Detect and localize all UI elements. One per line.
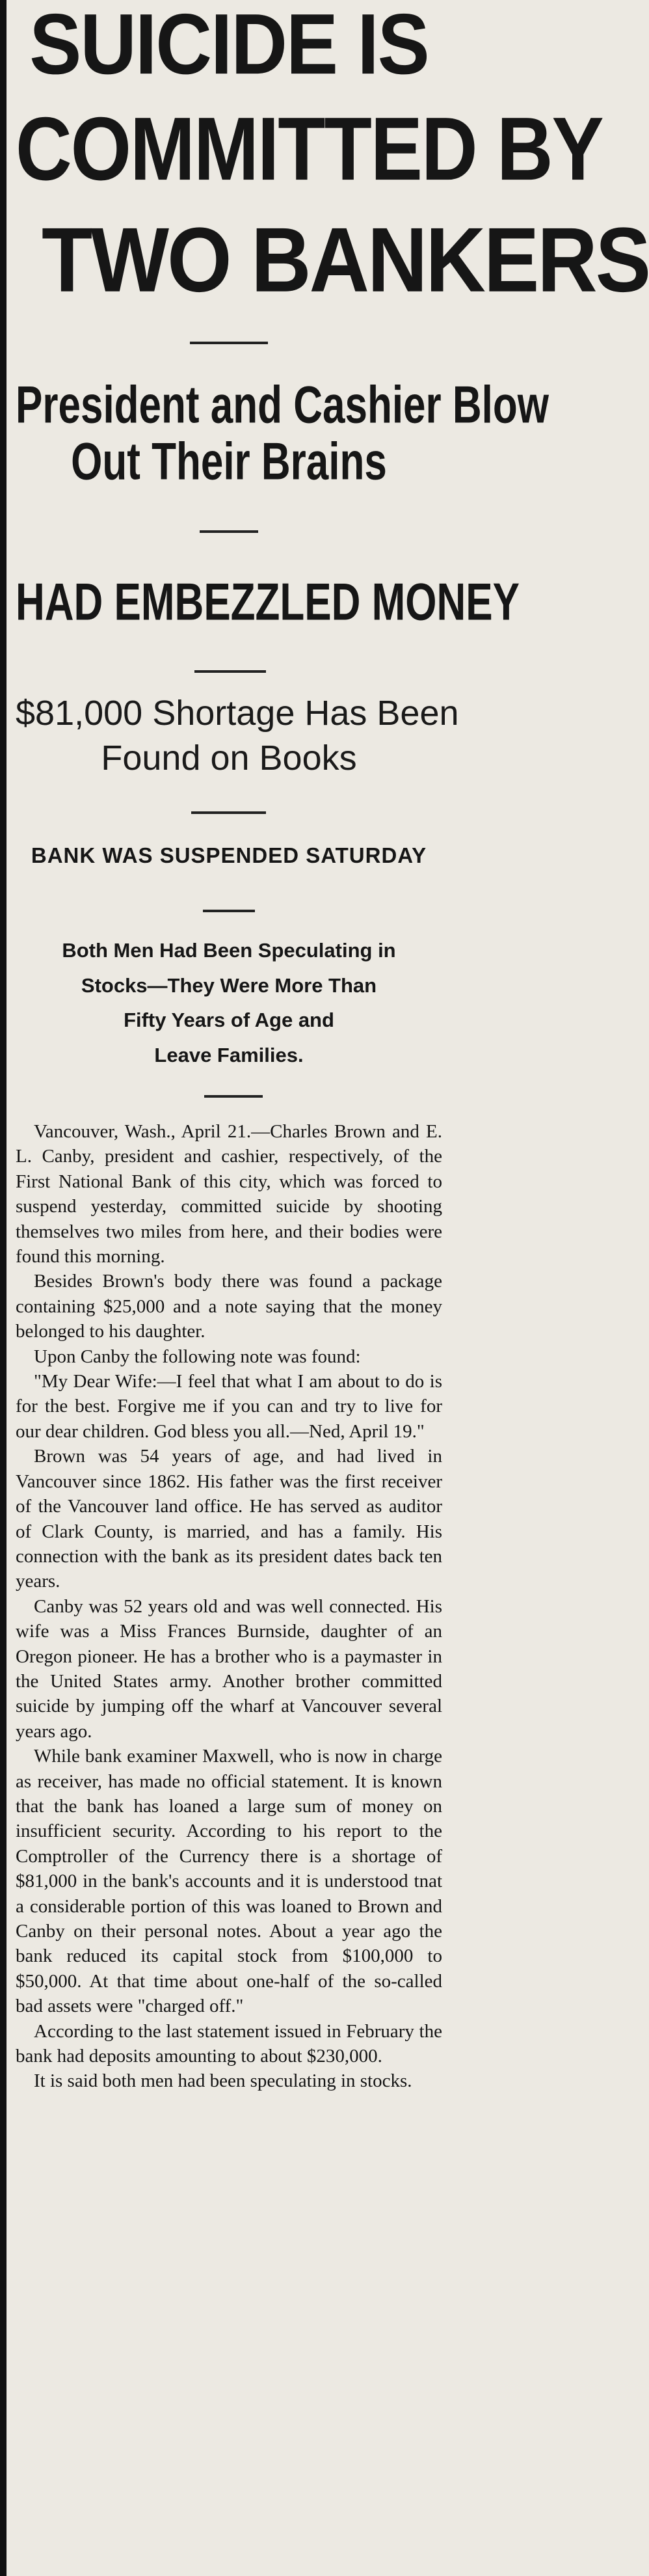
paragraph: Upon Canby the following note was found: (34, 1346, 361, 1367)
paragraph: Brown was 54 years of age, and had lived in Vancouver since 1862. His father was the first receiver of the Vancouver land office. He has served as auditor of Clark County, is married, and has a family. His connection with the bank as its president dates back ten years. (16, 1446, 442, 1592)
headline-line-3: TWO BANKERS (42, 209, 649, 312)
deck-5-line-4: Leave Families. (154, 1043, 304, 1066)
paragraph: According to the last statement issued in February the bank had deposits amounting to about $230,000. (16, 2020, 442, 2067)
paragraph: Vancouver, Wash., April 21.—Charles Brown and E. L. Canby, president and cashier, respectively, of the First National Bank of this city, which was forced to suspend yesterday, committed suicide by shooting themselves two miles from here, and their bodies were found this morning. (16, 1121, 442, 1268)
deck-1-line-1: President and Cashier Blow (16, 375, 549, 435)
divider (190, 342, 268, 344)
deck-5-line-1: Both Men Had Been Speculating in (62, 939, 396, 962)
deck-3-line-2: Found on Books (101, 739, 357, 778)
deck-4: BANK WAS SUSPENDED SATURDAY (31, 843, 427, 867)
divider (203, 910, 255, 912)
article-body (16, 1119, 442, 2094)
column-rule (0, 0, 7, 2576)
divider (191, 811, 266, 814)
quoted-note: "My Dear Wife:—I feel that what I am about to do is for the best. Forgive me if you can and try to live for our dear children. God bless you all.—Ned, April 19." (16, 1371, 442, 1442)
paragraph: It is said both men had been speculating in stocks. (34, 2070, 412, 2092)
paragraph: Besides Brown's body there was found a package containing $25,000 and a note saying that the money belonged to his daughter. (16, 1271, 442, 1342)
deck-3-line-1: $81,000 Shortage Has Been (16, 694, 459, 733)
deck-5-line-3: Fifty Years of Age and (124, 1009, 334, 1032)
deck-5-line-2: Stocks—They Were More Than (81, 973, 377, 997)
paragraph: While bank examiner Maxwell, who is now in charge as receiver, has made no official statement. It is known that the bank has loaned a large sum of money on insufficient security. According to his report to the Comptroller of the Currency there is a shortage of $81,000 in the bank's accounts and it is understood tnat a considerable portion of this was loaned to Brown and Canby on their personal notes. About a year ago the bank reduced its capital stock from $100,000 to $50,000. At that time about one-half of the so-called bad assets were "charged off." (16, 1746, 442, 2017)
divider (204, 1095, 263, 1098)
divider (200, 530, 258, 533)
deck-5 (16, 933, 442, 1073)
deck-1-line-2: Out Their Brains (71, 432, 387, 491)
headline-line-2: COMMITTED BY (16, 98, 603, 200)
deck-3 (16, 691, 459, 781)
deck-2: HAD EMBEZZLED MONEY (16, 573, 520, 632)
headline-line-1: SUICIDE IS (29, 0, 429, 92)
paragraph: Canby was 52 years old and was well connected. His wife was a Miss Frances Burnside, daughter of an Oregon pioneer. He has a brother who is a paymaster in the United States army. Another brother committed suicide by jumping off the wharf at Vancouver several years ago. (16, 1595, 442, 1742)
divider (194, 670, 266, 673)
